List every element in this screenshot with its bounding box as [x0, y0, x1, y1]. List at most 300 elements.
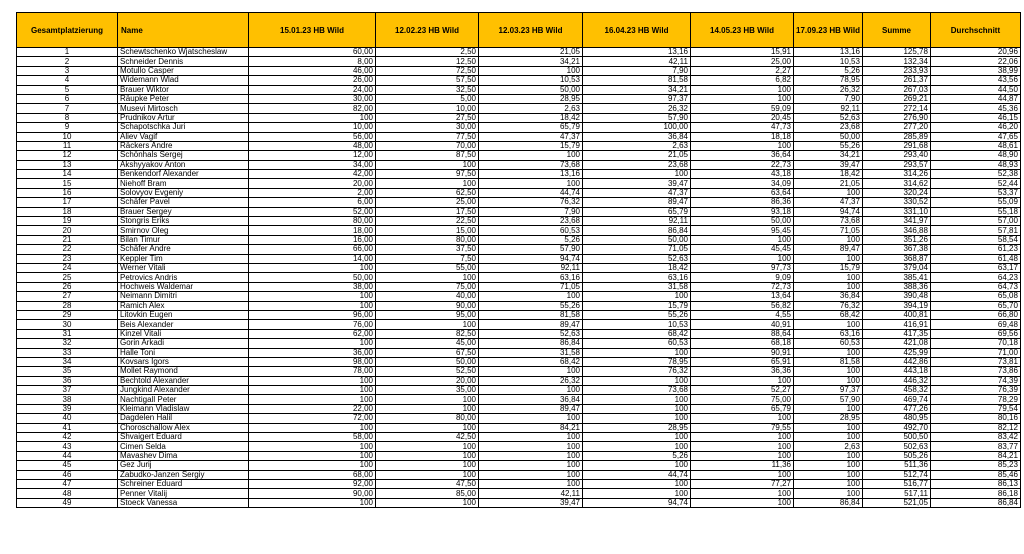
- header-event-5: 14.05.23 HB Wild: [691, 13, 794, 48]
- sum-cell: 367,38: [862, 245, 930, 254]
- average-cell: 86,84: [930, 498, 1020, 507]
- table-row: [17, 57, 1021, 66]
- average-cell: 69,56: [930, 329, 1020, 338]
- event-6-cell: 39,47: [794, 160, 863, 169]
- rank-cell: 14: [17, 170, 118, 179]
- event-5-cell: 100: [691, 254, 794, 263]
- rank-cell: 9: [17, 123, 118, 132]
- table-row: [17, 414, 1021, 423]
- event-1-cell: 68,00: [249, 470, 376, 479]
- event-5-cell: 88,64: [691, 329, 794, 338]
- name-cell: Ramich Alex: [118, 301, 249, 310]
- event-5-cell: 45,45: [691, 245, 794, 254]
- event-6-cell: 50,00: [794, 132, 863, 141]
- event-5-cell: 77,27: [691, 479, 794, 488]
- table-row: [17, 76, 1021, 85]
- event-5-cell: 100: [691, 442, 794, 451]
- table-row: [17, 329, 1021, 338]
- sum-cell: 417,35: [862, 329, 930, 338]
- event-2-cell: 100: [376, 179, 479, 188]
- event-2-cell: 20,00: [376, 376, 479, 385]
- event-6-cell: 100: [794, 479, 863, 488]
- table-row: [17, 498, 1021, 507]
- average-cell: 65,70: [930, 301, 1020, 310]
- event-3-cell: 73,68: [479, 160, 583, 169]
- event-4-cell: 97,37: [583, 94, 691, 103]
- average-cell: 63,17: [930, 263, 1020, 272]
- event-6-cell: 5,26: [794, 66, 863, 75]
- name-cell: Keppler Tim: [118, 254, 249, 263]
- header-row: [17, 13, 1021, 48]
- name-cell: Niehoff Bram: [118, 179, 249, 188]
- rank-cell: 17: [17, 198, 118, 207]
- name-cell: Stoeck Vanessa: [118, 498, 249, 507]
- event-2-cell: 70,00: [376, 141, 479, 150]
- event-2-cell: 37,50: [376, 245, 479, 254]
- header-event-4: 16.04.23 HB Wild: [583, 13, 691, 48]
- event-2-cell: 75,00: [376, 282, 479, 291]
- ranking-table: [16, 12, 1021, 508]
- event-4-cell: 100,00: [583, 123, 691, 132]
- event-2-cell: 12,50: [376, 57, 479, 66]
- name-cell: Schewtschenko Wjatscheslaw: [118, 48, 249, 57]
- event-1-cell: 76,00: [249, 320, 376, 329]
- sum-cell: 390,48: [862, 292, 930, 301]
- event-6-cell: 13,16: [794, 48, 863, 57]
- event-4-cell: 100: [583, 414, 691, 423]
- event-5-cell: 100: [691, 376, 794, 385]
- table-row: [17, 48, 1021, 57]
- event-3-cell: 94,74: [479, 254, 583, 263]
- rank-cell: 35: [17, 367, 118, 376]
- name-cell: Choroschallow Alex: [118, 423, 249, 432]
- event-3-cell: 15,79: [479, 141, 583, 150]
- event-5-cell: 15,91: [691, 48, 794, 57]
- event-4-cell: 44,74: [583, 470, 691, 479]
- event-3-cell: 100: [479, 433, 583, 442]
- event-2-cell: 100: [376, 395, 479, 404]
- event-3-cell: 7,90: [479, 207, 583, 216]
- event-3-cell: 100: [479, 414, 583, 423]
- sum-cell: 469,74: [862, 395, 930, 404]
- event-5-cell: 18,18: [691, 132, 794, 141]
- event-4-cell: 23,68: [583, 160, 691, 169]
- average-cell: 83,42: [930, 433, 1020, 442]
- event-5-cell: 22,73: [691, 160, 794, 169]
- sum-cell: 394,19: [862, 301, 930, 310]
- sum-cell: 517,11: [862, 489, 930, 498]
- table-row: [17, 433, 1021, 442]
- event-6-cell: 18,42: [794, 170, 863, 179]
- event-3-cell: 86,84: [479, 339, 583, 348]
- event-2-cell: 100: [376, 423, 479, 432]
- event-4-cell: 13,16: [583, 48, 691, 57]
- rank-cell: 31: [17, 329, 118, 338]
- header-average: Durchschnitt: [930, 13, 1020, 48]
- event-4-cell: 15,79: [583, 301, 691, 310]
- sum-cell: 521,05: [862, 498, 930, 507]
- name-cell: Schreiner Eduard: [118, 479, 249, 488]
- average-cell: 48,93: [930, 160, 1020, 169]
- rank-cell: 12: [17, 151, 118, 160]
- event-2-cell: 90,00: [376, 301, 479, 310]
- event-5-cell: 40,91: [691, 320, 794, 329]
- sum-cell: 261,37: [862, 76, 930, 85]
- event-2-cell: 47,50: [376, 479, 479, 488]
- event-4-cell: 57,90: [583, 113, 691, 122]
- table-row: [17, 320, 1021, 329]
- event-4-cell: 31,58: [583, 282, 691, 291]
- event-4-cell: 28,95: [583, 423, 691, 432]
- name-cell: Prudnikov Artur: [118, 113, 249, 122]
- rank-cell: 4: [17, 76, 118, 85]
- event-3-cell: 18,42: [479, 113, 583, 122]
- event-5-cell: 100: [691, 235, 794, 244]
- rank-cell: 10: [17, 132, 118, 141]
- event-3-cell: 100: [479, 479, 583, 488]
- event-4-cell: 34,21: [583, 85, 691, 94]
- name-cell: Cimen Selda: [118, 442, 249, 451]
- event-5-cell: 100: [691, 489, 794, 498]
- event-4-cell: 100: [583, 395, 691, 404]
- sum-cell: 351,26: [862, 235, 930, 244]
- sum-cell: 276,90: [862, 113, 930, 122]
- average-cell: 57,00: [930, 217, 1020, 226]
- name-cell: Kinzel Vitali: [118, 329, 249, 338]
- table-row: [17, 160, 1021, 169]
- name-cell: Beis Alexander: [118, 320, 249, 329]
- event-4-cell: 76,32: [583, 367, 691, 376]
- event-3-cell: 57,90: [479, 245, 583, 254]
- event-6-cell: 100: [794, 433, 863, 442]
- table-row: [17, 348, 1021, 357]
- event-5-cell: 86,36: [691, 198, 794, 207]
- sum-cell: 458,32: [862, 386, 930, 395]
- rank-cell: 8: [17, 113, 118, 122]
- rank-cell: 38: [17, 395, 118, 404]
- event-4-cell: 100: [583, 479, 691, 488]
- event-6-cell: 100: [794, 376, 863, 385]
- rank-cell: 47: [17, 479, 118, 488]
- header-event-1: 15.01.23 HB Wild: [249, 13, 376, 48]
- event-6-cell: 89,47: [794, 245, 863, 254]
- event-1-cell: 56,00: [249, 132, 376, 141]
- table-row: [17, 263, 1021, 272]
- event-3-cell: 55,26: [479, 301, 583, 310]
- rank-cell: 13: [17, 160, 118, 169]
- event-2-cell: 10,00: [376, 104, 479, 113]
- event-3-cell: 44,74: [479, 188, 583, 197]
- event-5-cell: 95,45: [691, 226, 794, 235]
- event-3-cell: 71,05: [479, 282, 583, 291]
- table-row: [17, 245, 1021, 254]
- event-2-cell: 67,50: [376, 348, 479, 357]
- rank-cell: 44: [17, 451, 118, 460]
- average-cell: 44,87: [930, 94, 1020, 103]
- event-3-cell: 2,63: [479, 104, 583, 113]
- event-6-cell: 100: [794, 282, 863, 291]
- event-4-cell: 42,11: [583, 57, 691, 66]
- sum-cell: 132,34: [862, 57, 930, 66]
- rank-cell: 23: [17, 254, 118, 263]
- event-2-cell: 100: [376, 470, 479, 479]
- event-4-cell: 71,05: [583, 245, 691, 254]
- rank-cell: 1: [17, 48, 118, 57]
- event-5-cell: 100: [691, 85, 794, 94]
- event-3-cell: 81,58: [479, 310, 583, 319]
- average-cell: 38,99: [930, 66, 1020, 75]
- event-4-cell: 65,79: [583, 207, 691, 216]
- average-cell: 57,81: [930, 226, 1020, 235]
- table-row: [17, 451, 1021, 460]
- event-6-cell: 2,63: [794, 442, 863, 451]
- table-row: [17, 198, 1021, 207]
- average-cell: 71,00: [930, 348, 1020, 357]
- event-1-cell: 8,00: [249, 57, 376, 66]
- name-cell: Petrovics Andris: [118, 273, 249, 282]
- table-row: [17, 123, 1021, 132]
- event-4-cell: 100: [583, 433, 691, 442]
- average-cell: 52,44: [930, 179, 1020, 188]
- sum-cell: 277,20: [862, 123, 930, 132]
- event-2-cell: 72,50: [376, 66, 479, 75]
- event-6-cell: 34,21: [794, 151, 863, 160]
- average-cell: 48,61: [930, 141, 1020, 150]
- event-1-cell: 72,00: [249, 414, 376, 423]
- event-6-cell: 100: [794, 451, 863, 460]
- event-3-cell: 89,47: [479, 320, 583, 329]
- name-cell: Bilan Timur: [118, 235, 249, 244]
- event-1-cell: 100: [249, 395, 376, 404]
- average-cell: 84,21: [930, 451, 1020, 460]
- event-5-cell: 36,64: [691, 151, 794, 160]
- event-2-cell: 27,50: [376, 113, 479, 122]
- event-2-cell: 100: [376, 404, 479, 413]
- event-5-cell: 36,36: [691, 367, 794, 376]
- header-event-6: 17.09.23 HB Wild: [794, 13, 863, 48]
- event-1-cell: 38,00: [249, 282, 376, 291]
- event-5-cell: 65,91: [691, 357, 794, 366]
- event-5-cell: 100: [691, 94, 794, 103]
- event-6-cell: 92,11: [794, 104, 863, 113]
- event-2-cell: 32,50: [376, 85, 479, 94]
- event-1-cell: 24,00: [249, 85, 376, 94]
- sum-cell: 285,89: [862, 132, 930, 141]
- rank-cell: 43: [17, 442, 118, 451]
- header-rank: Gesamtplatzierung: [17, 13, 118, 48]
- event-6-cell: 57,90: [794, 395, 863, 404]
- event-5-cell: 90,91: [691, 348, 794, 357]
- event-3-cell: 100: [479, 386, 583, 395]
- sum-cell: 346,88: [862, 226, 930, 235]
- rank-cell: 42: [17, 433, 118, 442]
- event-4-cell: 78,95: [583, 357, 691, 366]
- event-1-cell: 60,00: [249, 48, 376, 57]
- event-3-cell: 39,47: [479, 498, 583, 507]
- event-5-cell: 9,09: [691, 273, 794, 282]
- event-1-cell: 100: [249, 442, 376, 451]
- event-4-cell: 68,42: [583, 329, 691, 338]
- rank-cell: 25: [17, 273, 118, 282]
- event-6-cell: 21,05: [794, 179, 863, 188]
- name-cell: Litovkin Eugen: [118, 310, 249, 319]
- rank-cell: 2: [17, 57, 118, 66]
- rank-cell: 7: [17, 104, 118, 113]
- event-3-cell: 100: [479, 442, 583, 451]
- event-6-cell: 76,32: [794, 301, 863, 310]
- table-row: [17, 386, 1021, 395]
- event-3-cell: 100: [479, 292, 583, 301]
- event-6-cell: 100: [794, 470, 863, 479]
- name-cell: Kleimann Vladislaw: [118, 404, 249, 413]
- table-row: [17, 461, 1021, 470]
- table-row: [17, 188, 1021, 197]
- table-body: [17, 48, 1021, 508]
- event-6-cell: 100: [794, 461, 863, 470]
- table-row: [17, 282, 1021, 291]
- header-sum: Summe: [862, 13, 930, 48]
- average-cell: 73,81: [930, 357, 1020, 366]
- table-row: [17, 367, 1021, 376]
- name-cell: Schneider Dennis: [118, 57, 249, 66]
- event-1-cell: 96,00: [249, 310, 376, 319]
- event-6-cell: 100: [794, 188, 863, 197]
- event-6-cell: 100: [794, 404, 863, 413]
- event-4-cell: 10,53: [583, 320, 691, 329]
- event-2-cell: 100: [376, 498, 479, 507]
- sum-cell: 511,36: [862, 461, 930, 470]
- name-cell: Benkendorf Alexander: [118, 170, 249, 179]
- event-6-cell: 86,84: [794, 498, 863, 507]
- event-4-cell: 100: [583, 170, 691, 179]
- event-1-cell: 16,00: [249, 235, 376, 244]
- average-cell: 76,39: [930, 386, 1020, 395]
- event-4-cell: 100: [583, 442, 691, 451]
- average-cell: 70,18: [930, 339, 1020, 348]
- sum-cell: 320,24: [862, 188, 930, 197]
- name-cell: Gorin Arkadi: [118, 339, 249, 348]
- event-2-cell: 97,50: [376, 170, 479, 179]
- event-4-cell: 94,74: [583, 498, 691, 507]
- name-cell: Zabudko-Janzen Sergiy: [118, 470, 249, 479]
- event-1-cell: 58,00: [249, 433, 376, 442]
- sum-cell: 421,08: [862, 339, 930, 348]
- event-4-cell: 89,47: [583, 198, 691, 207]
- event-2-cell: 42,50: [376, 433, 479, 442]
- event-3-cell: 42,11: [479, 489, 583, 498]
- event-5-cell: 65,79: [691, 404, 794, 413]
- sum-cell: 416,91: [862, 320, 930, 329]
- event-6-cell: 100: [794, 489, 863, 498]
- event-2-cell: 55,00: [376, 263, 479, 272]
- event-1-cell: 30,00: [249, 94, 376, 103]
- sum-cell: 368,87: [862, 254, 930, 263]
- name-cell: Bechtold Alexander: [118, 376, 249, 385]
- event-5-cell: 2,27: [691, 66, 794, 75]
- event-1-cell: 42,00: [249, 170, 376, 179]
- table-row: [17, 479, 1021, 488]
- event-5-cell: 97,73: [691, 263, 794, 272]
- table-row: [17, 94, 1021, 103]
- average-cell: 22,06: [930, 57, 1020, 66]
- event-5-cell: 100: [691, 141, 794, 150]
- event-5-cell: 72,73: [691, 282, 794, 291]
- event-5-cell: 43,18: [691, 170, 794, 179]
- table-row: [17, 235, 1021, 244]
- event-3-cell: 28,95: [479, 94, 583, 103]
- name-cell: Räckers Andre: [118, 141, 249, 150]
- event-4-cell: 60,53: [583, 339, 691, 348]
- event-5-cell: 63,64: [691, 188, 794, 197]
- event-6-cell: 63,16: [794, 329, 863, 338]
- event-1-cell: 26,00: [249, 76, 376, 85]
- name-cell: Stongris Eriks: [118, 217, 249, 226]
- table-row: [17, 395, 1021, 404]
- event-3-cell: 13,16: [479, 170, 583, 179]
- event-6-cell: 94,74: [794, 207, 863, 216]
- event-1-cell: 36,00: [249, 348, 376, 357]
- table-row: [17, 141, 1021, 150]
- event-4-cell: 18,42: [583, 263, 691, 272]
- table-row: [17, 301, 1021, 310]
- event-3-cell: 65,79: [479, 123, 583, 132]
- event-2-cell: 82,50: [376, 329, 479, 338]
- event-4-cell: 63,16: [583, 273, 691, 282]
- average-cell: 45,36: [930, 104, 1020, 113]
- event-2-cell: 50,00: [376, 357, 479, 366]
- event-6-cell: 28,95: [794, 414, 863, 423]
- name-cell: Schönhals Sergej: [118, 151, 249, 160]
- event-3-cell: 100: [479, 461, 583, 470]
- average-cell: 83,77: [930, 442, 1020, 451]
- table-row: [17, 489, 1021, 498]
- event-2-cell: 45,00: [376, 339, 479, 348]
- average-cell: 44,50: [930, 85, 1020, 94]
- event-6-cell: 100: [794, 348, 863, 357]
- average-cell: 61,48: [930, 254, 1020, 263]
- event-1-cell: 100: [249, 423, 376, 432]
- event-5-cell: 47,73: [691, 123, 794, 132]
- event-4-cell: 21,05: [583, 151, 691, 160]
- rank-cell: 46: [17, 470, 118, 479]
- event-2-cell: 15,00: [376, 226, 479, 235]
- event-5-cell: 100: [691, 433, 794, 442]
- average-cell: 20,96: [930, 48, 1020, 57]
- rank-cell: 16: [17, 188, 118, 197]
- rank-cell: 33: [17, 348, 118, 357]
- event-2-cell: 40,00: [376, 292, 479, 301]
- name-cell: Musevi Mirtosch: [118, 104, 249, 113]
- sum-cell: 330,52: [862, 198, 930, 207]
- rank-cell: 24: [17, 263, 118, 272]
- event-1-cell: 50,00: [249, 273, 376, 282]
- name-cell: Nachtigall Peter: [118, 395, 249, 404]
- event-3-cell: 47,37: [479, 132, 583, 141]
- average-cell: 46,20: [930, 123, 1020, 132]
- average-cell: 64,23: [930, 273, 1020, 282]
- event-2-cell: 7,50: [376, 254, 479, 263]
- name-cell: Schäfer Pavel: [118, 198, 249, 207]
- event-5-cell: 34,09: [691, 179, 794, 188]
- sum-cell: 269,21: [862, 94, 930, 103]
- event-3-cell: 68,42: [479, 357, 583, 366]
- event-6-cell: 100: [794, 273, 863, 282]
- event-2-cell: 100: [376, 451, 479, 460]
- average-cell: 43,56: [930, 76, 1020, 85]
- rank-cell: 32: [17, 339, 118, 348]
- event-1-cell: 82,00: [249, 104, 376, 113]
- name-cell: Hochweis Waldemar: [118, 282, 249, 291]
